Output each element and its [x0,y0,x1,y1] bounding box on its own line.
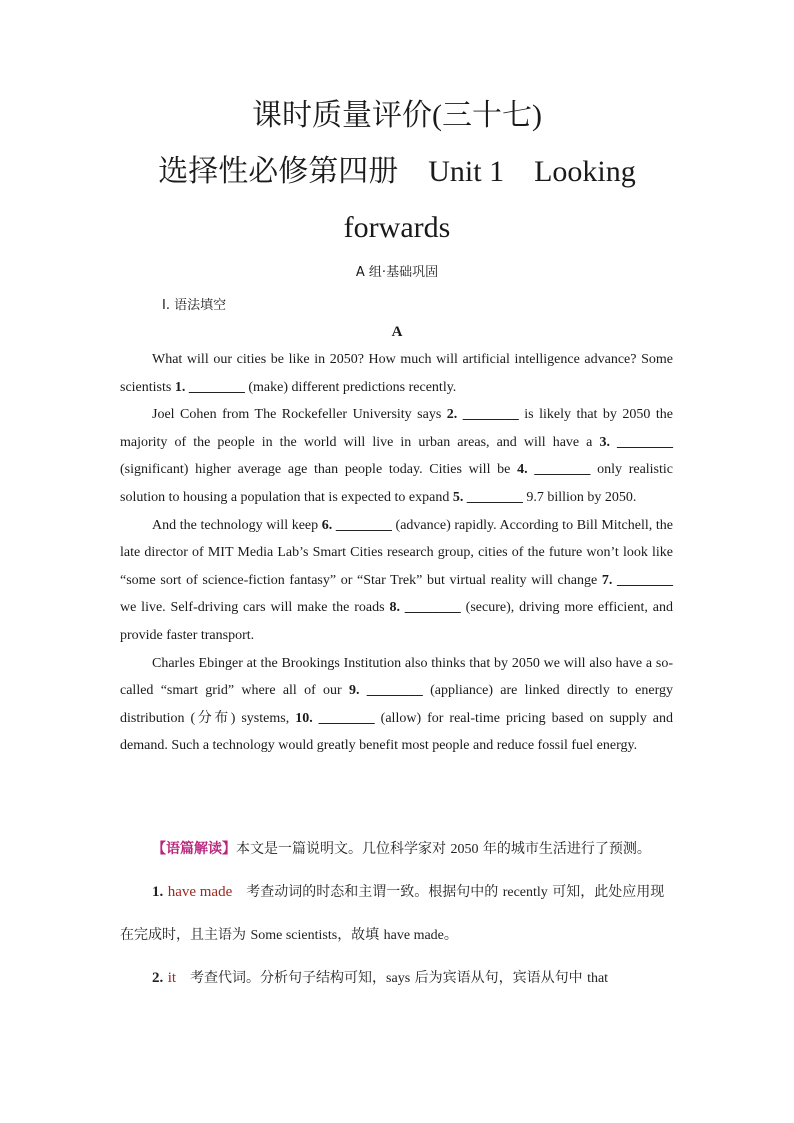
blank-8: 8. ________ [389,600,461,616]
answer-1: have made [167,884,233,900]
title-unit: Unit 1 [428,155,505,188]
passage-summary: 【语篇解读】本文是一篇说明文。几位科学家对 2050 年的城市生活进行了预测。 [152,841,651,857]
reading-passage [120,346,673,760]
answer-item-2: 2. it 考查代词。分析句子结构可知，says 后为宾语从句，宾语从句中 that [152,970,609,986]
blank-6: 6. ________ [321,517,392,533]
title-forwards: forwards [343,211,451,244]
blank-9: 9. ________ [349,683,423,699]
group-heading: A 组·基础巩固 [355,265,439,280]
answer-2: it [167,970,177,986]
blank-2: 2. ________ [446,407,519,423]
part-heading: A [391,324,403,340]
blank-10: 10. ________ [295,710,375,726]
title-looking: Looking [534,155,636,188]
page-title [0,96,794,136]
blank-5: 5. ________ [452,489,523,505]
blank-7: 7. ________ [601,572,673,588]
summary-tag: 【语篇解读】 [152,841,236,857]
section-heading: Ⅰ. 语法填空 [162,298,227,313]
page-subtitle [0,152,794,192]
blank-4: 4. ________ [517,462,591,478]
blank-1: 1. ________ [174,379,245,395]
passage-paragraph: Charles Ebinger at the Brookings Institution also thinks that by 2050 we will also have a so-called “smart grid” where all of our 9. ________ (appliance) are linked directly to energy distribution (分布) systems, 10. ________ (allow) for real-time pricing based on supply and demand. Such a technology would greatly benefit most people and reduce fossil fuel energy. [120,655,673,754]
title-line-1: 课时质量评价(三十七) [252,99,542,132]
page-subtitle-cont [0,208,794,248]
passage-paragraph: And the technology will keep 6. ________ (advance) rapidly. According to Bill Mitchell, the late director of MIT Media Lab’s Smart Cities research group, cities of the future won’t look like “some sort of science-fiction fantasy” or “Star Trek” but virtual reality will change 7. ________ we live. Self-driving cars will make the roads 8. ________ (secure), driving more efficient, and provide faster transport. [120,517,673,643]
passage-paragraph: Joel Cohen from The Rockefeller University says 2. ________ is likely that by 2050 the majority of the people in the world will live in urban areas, and will have a 3. ________ (significant) higher average age than people today. Cities will be 4. ________ only realistic solution to housing a population that is expected to expand 5. ________ 9.7 billion by 2050. [120,407,674,505]
title-book: 选择性必修第四册 [158,155,399,188]
answer-analysis [120,828,673,1000]
blank-3: 3. ________ [599,434,673,450]
answer-item-1: 1. have made 考查动词的时态和主谓一致。根据句中的 recently 可知，此处应用现在完成时，且主语为 Some scientists，故填 have made。 [120,884,665,943]
passage-paragraph: What will our cities be like in 2050? How much will artificial intelligence advance? Some scientists 1. ________ (make) different predictions recently. [120,352,673,395]
